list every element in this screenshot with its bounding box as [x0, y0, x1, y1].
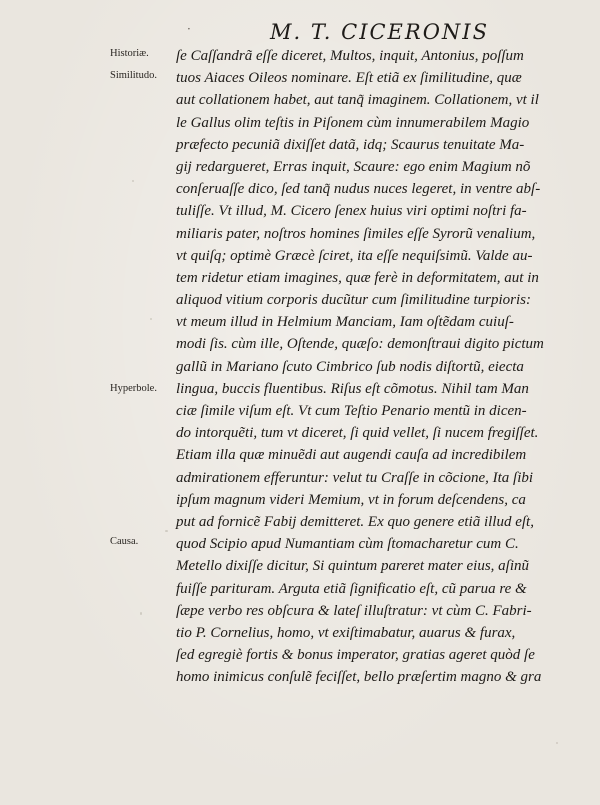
- text-line: tio P. Cornelius, homo, vt exiſtimabatur, auarus & furax,: [176, 624, 516, 641]
- text-line: præfecto pecuniã dixiſſet datã, idq; Scaurus tenuitate Ma-: [176, 136, 525, 153]
- text-line: ipſum magnum videri Memium, vt in forum deſcendens, ca: [176, 491, 526, 508]
- text-line: do intorquẽti, tum vt diceret, ſi quid vellet, ſi nucem fregiſſet.: [176, 425, 539, 442]
- text-line: Metello dixiſſe dicitur, Si quintum pareret mater eius, aſinũ: [176, 558, 530, 575]
- text-line: Etiam illa quæ minuẽdi aut augendi cauſa ad incredibilem: [176, 447, 527, 464]
- paper-speck: [556, 742, 558, 744]
- paper-speck: [140, 612, 142, 615]
- text-line: homo inimicus conſulẽ feciſſet, bello præſertim magno & gra: [176, 669, 542, 686]
- marginal-note-hyperbole: Hyperbole.: [110, 383, 157, 394]
- text-line: conſeruaſſe dico, ſed tanq̃ nudus nuces legeret, in ventre abſ-: [176, 181, 541, 198]
- paper-speck: [165, 530, 168, 532]
- text-line: aut collationem habet, aut tanq̃ imaginem. Collationem, vt il: [176, 92, 539, 109]
- text-line: ſe Caſſandrã eſſe diceret, Multos, inquit, Antonius, poſſum: [176, 48, 524, 64]
- running-head: M. T. CICERONIS: [270, 20, 489, 44]
- text-line: vt quiſq; optimè Græcè ſciret, ita eſſe nequiſsimũ. Valde au-: [176, 247, 533, 264]
- text-line: tuliſſe. Vt illud, M. Cicero ſenex huius viri optimi noſtri fa-: [176, 203, 527, 220]
- text-line: aliquod vitium corporis ducũtur cum ſimilitudine turpioris:: [176, 292, 531, 309]
- text-line: fuiſſe parituram. Arguta etiã ſignificatio eſt, cũ parua re &: [176, 580, 527, 597]
- text-line: quod Scipio apud Numantiam cùm ſtomacharetur cum C.: [176, 536, 519, 553]
- text-line: admirationem efferuntur: velut tu Craſſe in cõcione, Ita ſibi: [176, 469, 534, 486]
- paper-speck: [132, 180, 134, 182]
- text-line: miliaris pater, noſtros homines ſimiles eſſe Syrorũ venalium,: [176, 225, 536, 242]
- paper-speck: [150, 318, 152, 320]
- head-mark: ·: [187, 22, 192, 36]
- text-line: gij redargueret, Erras inquit, Scaure: ego enim Magium nõ: [176, 158, 531, 175]
- text-line: lingua, buccis fluentibus. Riſus eſt cõmotus. Nihil tam Man: [176, 380, 529, 397]
- text-line: vt meum illud in Helmium Manciam, Iam oſtẽdam cuiuſ-: [176, 314, 514, 331]
- text-line: modi ſis. cùm ille, Oſtende, quæſo: demonſtraui digito pictum: [176, 336, 544, 353]
- text-line: ciæ ſimile viſum eſt. Vt cum Teſtio Penario mentũ in dicen-: [176, 403, 527, 419]
- marginal-note-similitudo: Similitudo.: [110, 70, 157, 81]
- marginal-note-causa: Causa.: [110, 536, 139, 547]
- text-line: ſæpe verbo res obſcura & lateſ illuſtratur: vt cùm C. Fabri-: [176, 602, 532, 619]
- text-line: ſed egregiè fortis & bonus imperator, gratias ageret quòd ſe: [176, 647, 535, 664]
- text-line: put ad fornicẽ Fabij demitteret. Ex quo genere etiã illud eſt,: [176, 513, 534, 530]
- text-line: tuos Aiaces Oileos nominare. Eſt etiã ex ſimilitudine, quæ: [176, 70, 522, 87]
- text-line: le Gallus olim teſtis in Piſonem cùm innumerabilem Magio: [176, 114, 530, 131]
- text-line: gallũ in Mariano ſcuto Cimbrico ſub nodis diſtortũ, eiecta: [176, 358, 524, 375]
- text-line: tem ridetur etiam imagines, quæ ferè in deformitatem, aut in: [176, 269, 539, 286]
- marginal-note-historiae: Historiæ.: [110, 48, 149, 59]
- body-text: [176, 45, 581, 688]
